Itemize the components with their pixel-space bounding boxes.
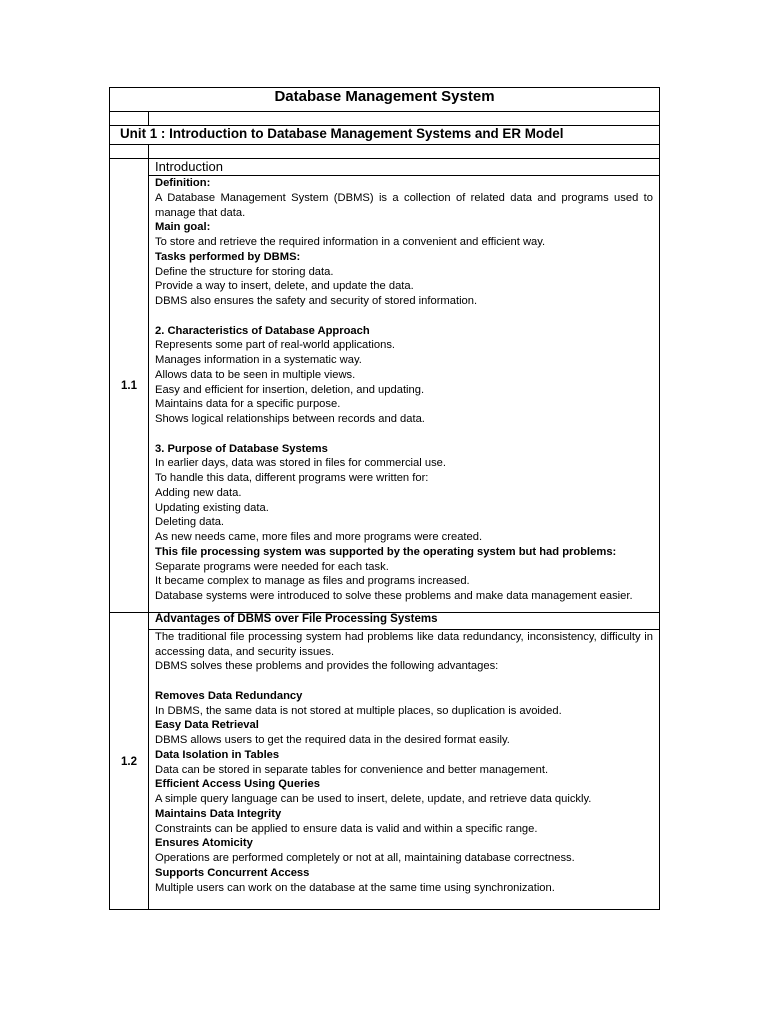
list-item: Deleting data. <box>155 516 225 529</box>
advantage-text: Operations are performed completely or not at all, maintaining database correctness. <box>155 852 575 864</box>
advantage-heading: Data Isolation in Tables <box>155 748 280 761</box>
advantage-text: Constraints can be applied to ensure data is valid and within a specific range. <box>155 822 538 835</box>
advantage-heading: Ensures Atomicity <box>155 837 253 850</box>
problems-label: This file processing system was supported by the operating system but had problems: <box>155 545 617 558</box>
advantage-text: DBMS allows users to get the required data in the desired format easily. <box>155 734 510 746</box>
tasks-label: Tasks performed by DBMS: <box>155 250 301 263</box>
list-item: Provide a way to insert, delete, and update the data. <box>155 280 414 293</box>
list-item: Shows logical relationships between records and data. <box>155 413 425 425</box>
list-item: DBMS also ensures the safety and security of stored information. <box>155 295 478 307</box>
advantage-text: Data can be stored in separate tables for convenience and better management. <box>155 763 549 776</box>
main-goal-label: Main goal: <box>155 221 211 234</box>
advantage-heading: Maintains Data Integrity <box>155 807 282 820</box>
list-item: Define the structure for storing data. <box>155 265 334 278</box>
list-item: As new needs came, more files and more programs were created. <box>155 531 483 543</box>
list-item: It became complex to manage as files and programs increased. <box>155 575 470 588</box>
unit-title: Unit 1 : Introduction to Database Management Systems and ER Model <box>120 126 564 141</box>
definition-label: Definition: <box>155 177 211 189</box>
list-item: In earlier days, data was stored in files for commercial use. <box>155 457 446 470</box>
list-item: Represents some part of real-world applications. <box>155 339 396 352</box>
list-item: Manages information in a systematic way. <box>155 354 362 366</box>
section-number: 1.2 <box>110 612 149 910</box>
spacer-row <box>110 145 660 159</box>
advantage-heading: Supports Concurrent Access <box>155 866 310 879</box>
list-item: Maintains data for a specific purpose. <box>155 398 341 411</box>
document-title: Database Management System <box>110 88 660 112</box>
section-2-body-row <box>110 629 660 910</box>
notes-table <box>109 87 660 910</box>
section-title: Advantages of DBMS over File Processing Systems <box>149 612 660 629</box>
definition-text: A Database Management System (DBMS) is a collection of related data and programs used to manage that data. <box>155 191 653 219</box>
list-item: Adding new data. <box>155 486 242 499</box>
list-item: To handle this data, different programs were written for: <box>155 472 429 484</box>
advantage-heading: Removes Data Redundancy <box>155 689 303 702</box>
section-title: Introduction <box>149 159 660 176</box>
advantage-text: A simple query language can be used to insert, delete, update, and retrieve data quickly. <box>155 793 592 805</box>
closing-text: Database systems were introduced to solve these problems and make data management easier. <box>155 590 633 602</box>
list-item: Separate programs were needed for each task. <box>155 560 389 573</box>
advantage-heading: Efficient Access Using Queries <box>155 778 320 791</box>
title-row <box>110 88 660 112</box>
list-item: Allows data to be seen in multiple views. <box>155 368 356 381</box>
advantage-text: Multiple users can work on the database at the same time using synchronization. <box>155 881 555 894</box>
section-number: 1.1 <box>110 159 149 613</box>
section-1-body <box>149 176 660 613</box>
list-item: Easy and efficient for insertion, deletion, and updating. <box>155 383 425 396</box>
characteristics-heading: 2. Characteristics of Database Approach <box>155 324 370 337</box>
purpose-heading: 3. Purpose of Database Systems <box>155 442 328 455</box>
unit-row <box>110 126 660 145</box>
intro-text-2: DBMS solves these problems and provides the following advantages: <box>155 660 499 673</box>
main-goal-text: To store and retrieve the required information in a convenient and efficient way. <box>155 236 546 248</box>
spacer-row <box>110 112 660 126</box>
advantage-text: In DBMS, the same data is not stored at multiple places, so duplication is avoided. <box>155 704 562 717</box>
section-2-body <box>149 629 660 910</box>
section-2-header <box>110 612 660 629</box>
list-item: Updating existing data. <box>155 501 269 514</box>
section-1-header <box>110 159 660 176</box>
intro-text: The traditional file processing system had problems like data redundancy, inconsistency, difficulty in accessing data, and security issues. <box>155 630 653 658</box>
section-1-body-row <box>110 176 660 613</box>
advantage-heading: Easy Data Retrieval <box>155 719 259 732</box>
